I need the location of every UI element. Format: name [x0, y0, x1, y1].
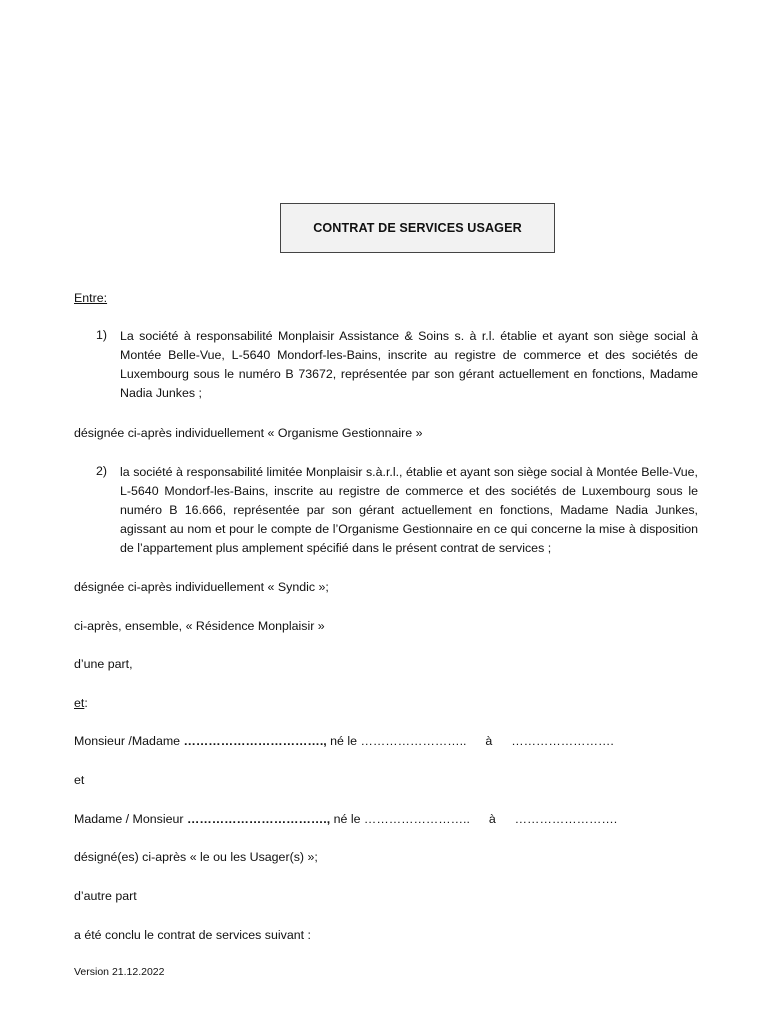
et-colon: : — [84, 696, 88, 710]
monsieur-label: Monsieur /Madame — [74, 734, 181, 748]
party2-number: 2) — [96, 464, 108, 478]
party1-number: 1) — [96, 328, 108, 342]
madame-label: Madame / Monsieur — [74, 812, 184, 826]
contract-title-box — [280, 203, 555, 253]
monsieur-place-blank: ……………………. — [511, 734, 614, 748]
madame-date-blank: …………………….. — [363, 812, 470, 826]
designes-usagers-line: désigné(es) ci-après « le ou les Usager(s) »; — [74, 850, 318, 864]
designee-syndic: désignée ci-après individuellement « Syndic »; — [74, 580, 329, 594]
designee-organisme: désignée ci-après individuellement « Organisme Gestionnaire » — [74, 426, 423, 440]
conclu-line: a été conclu le contrat de services suivant : — [74, 928, 311, 942]
une-part-line: d’une part, — [74, 657, 133, 671]
madame-a: à — [488, 812, 496, 826]
party1-paragraph: La société à responsabilité Monplaisir Assistance & Soins s. à r.l. établie et ayant son siège social à Montée Belle-Vue, L-5640 Mondorf-les-Bains, inscrite au registre de commerce et des sociétés de Luxembourg sous le numéro B 73672, représentée par son gérant actuellement en fonctions, Madame Nadia Junkes ; — [120, 329, 698, 400]
madame-ne-le: né le — [333, 812, 361, 826]
contract-title: CONTRAT DE SERVICES USAGER — [313, 221, 522, 235]
version-footer: Version 21.12.2022 — [74, 966, 165, 978]
monsieur-ne-le: né le — [330, 734, 358, 748]
monsieur-name-blank: ……………………………., — [183, 734, 327, 748]
et-heading — [74, 696, 88, 710]
monsieur-madame-line — [74, 734, 614, 748]
et-underlined: et — [74, 696, 85, 710]
monsieur-a: à — [485, 734, 493, 748]
party2-paragraph: la société à responsabilité limitée Monplaisir s.à.r.l., établie et ayant son siège social à Montée Belle-Vue, L-5640 Mondorf-les-Bains, inscrite au registre de commerce et des sociétés de Luxembourg sous le numéro B 16.666, représentée par son gérant actuellement en fonctions, Madame Nadia Junkes, agissant au nom et pour le compte de l’Organisme Gestionnaire en ce qui concerne la mise à disposition de l’appartement plus amplement spécifié dans le présent contrat de services ; — [120, 465, 698, 555]
autre-part-line: d’autre part — [74, 889, 137, 903]
madame-place-blank: ……………………. — [514, 812, 618, 826]
madame-name-blank: ……………………………., — [186, 812, 331, 826]
et-line: et — [74, 773, 85, 787]
ensemble-line: ci-après, ensemble, « Résidence Monplaisir » — [74, 619, 325, 633]
entre-heading: Entre: — [74, 291, 108, 305]
monsieur-date-blank: …………………….. — [360, 734, 467, 748]
madame-monsieur-line — [74, 812, 617, 826]
